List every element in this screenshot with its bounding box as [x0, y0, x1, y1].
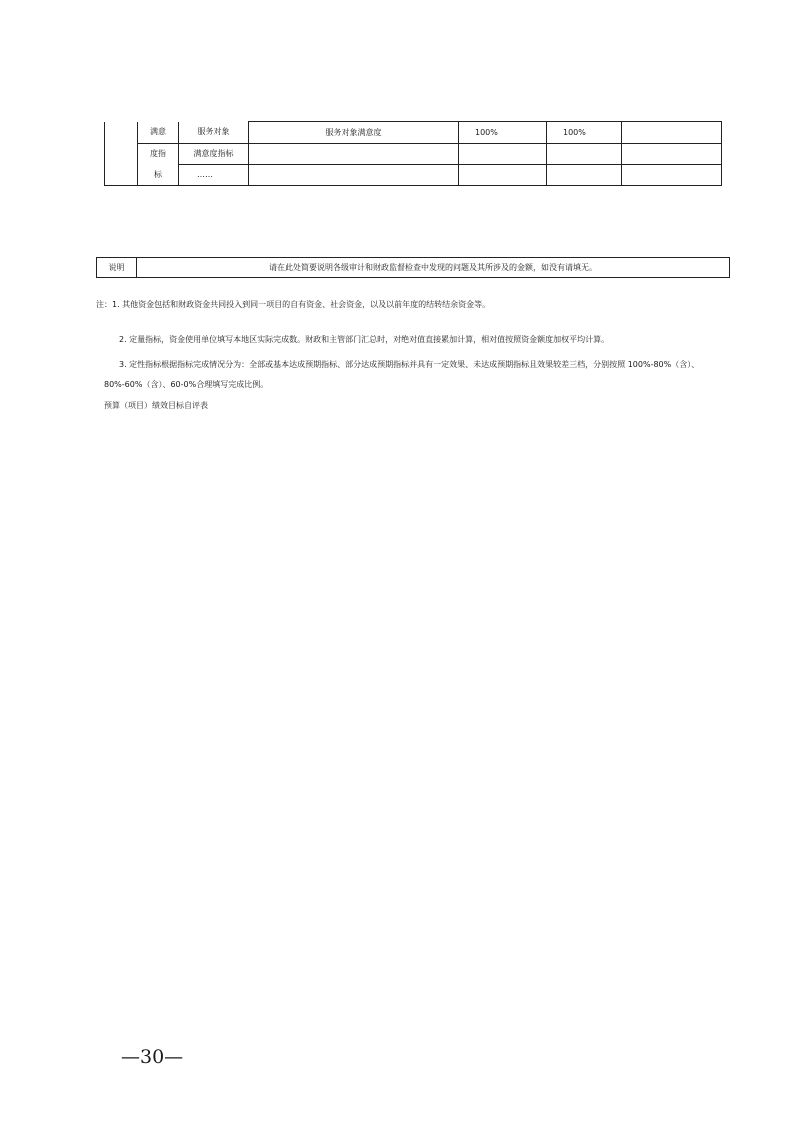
actual-value-cell — [547, 122, 622, 144]
explanation-content-cell — [137, 258, 729, 277]
target-value-cell — [459, 122, 547, 144]
indicator-cell — [249, 122, 459, 144]
target-value: 100% — [475, 127, 498, 137]
sub-category-cell-line2 — [179, 144, 249, 165]
empty-cell — [547, 144, 622, 165]
empty-cell — [547, 165, 622, 186]
page-number: —30— — [121, 1046, 184, 1068]
empty-cell — [622, 165, 722, 186]
table-row — [105, 165, 722, 186]
satisfaction-indicator-table — [104, 121, 722, 186]
score-cell — [622, 122, 722, 144]
empty-cell — [249, 144, 459, 165]
note-3-line-2: 80%-60%（含）、60-0%合理填写完成比例。 — [104, 380, 269, 389]
sub-category-label-1: 服务对象 — [197, 127, 230, 137]
ellipsis-cell — [179, 165, 249, 186]
explanation-label: 说明 — [108, 263, 125, 272]
actual-value: 100% — [563, 127, 586, 137]
category-label-2: 度指 — [150, 149, 166, 159]
blank-cell — [105, 122, 138, 186]
category-label-1: 满意 — [150, 127, 166, 137]
category-cell-line2 — [138, 144, 179, 165]
indicator-label: 服务对象满意度 — [325, 127, 382, 137]
note-3-line-1: 3. 定性指标根据指标完成情况分为：全部或基本达成预期指标、部分达成预期指标并具有一定效果、未达成预期指标且效果较差三档，分别按照 100%-80%（含）、 — [119, 360, 700, 369]
next-table-title: 预算（项目）绩效目标自评表 — [104, 401, 208, 410]
empty-cell — [249, 165, 459, 186]
category-label-3: 标 — [154, 169, 162, 179]
note-1: 注：1. 其他资金包括和财政资金共同投入到同一项目的自有资金、社会资金，以及以前年度的结转结余资金等。 — [96, 300, 491, 309]
explanation-content: 请在此处简要说明各级审计和财政监督检查中发现的问题及其所涉及的金额，如没有请填无。 — [269, 263, 597, 272]
sub-category-cell-line1 — [179, 122, 249, 144]
category-cell-line1 — [138, 122, 179, 144]
empty-cell — [459, 165, 547, 186]
sub-category-label-2: 满意度指标 — [193, 149, 234, 158]
note-2: 2. 定量指标，资金使用单位填写本地区实际完成数。财政和主管部门汇总时，对绝对值直接累加计算，相对值按照资金额度加权平均计算。 — [119, 335, 610, 344]
explanation-table — [96, 257, 730, 278]
table-row — [105, 144, 722, 165]
table-row — [105, 122, 722, 144]
category-cell-line3 — [138, 165, 179, 186]
explanation-label-cell — [97, 258, 137, 277]
empty-cell — [622, 144, 722, 165]
ellipsis-text: …… — [197, 170, 213, 179]
empty-cell — [459, 144, 547, 165]
